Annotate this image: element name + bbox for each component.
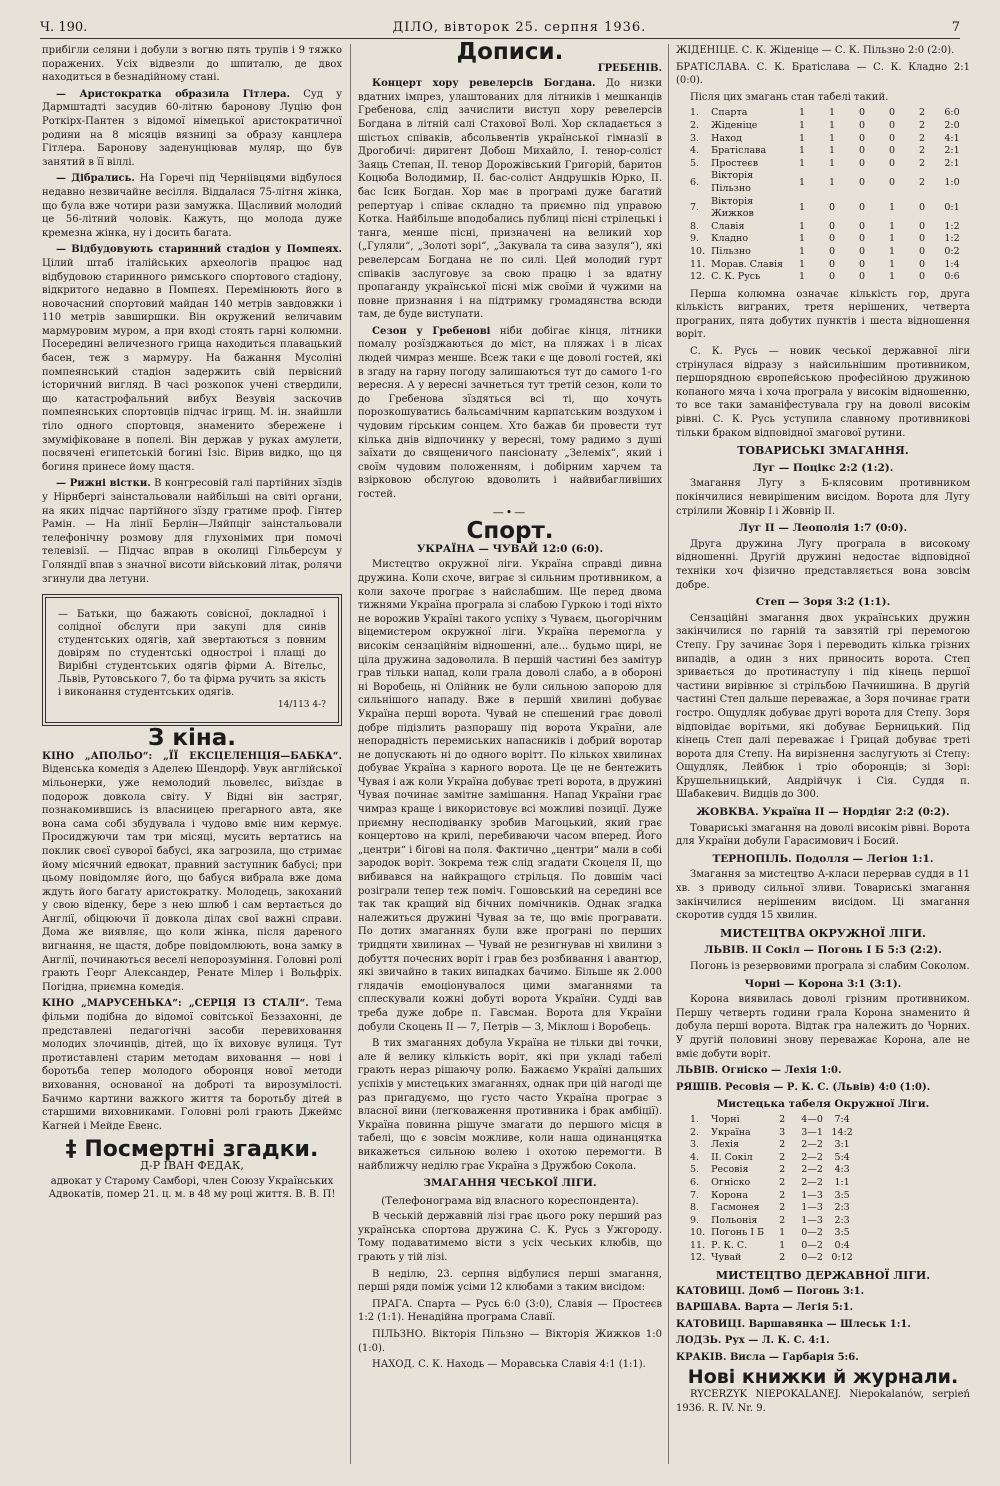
book-entry: RYCERZYK NIEPOKALANEJ. Niepokalanów, serpień 1936. R. IV. Nr. 9. xyxy=(676,1389,970,1414)
table-cell: 2. xyxy=(690,1126,700,1138)
column-rule xyxy=(350,44,351,1464)
table-cell: 2:3 xyxy=(834,1214,850,1226)
table-cell: 1:0 xyxy=(944,176,960,188)
table-cell: 6. xyxy=(690,1176,700,1188)
table-row xyxy=(690,107,970,120)
table-cell: 12. xyxy=(690,271,706,283)
table-cell: 1—3 xyxy=(801,1214,823,1226)
table-cell: 0—2 xyxy=(801,1252,823,1264)
article-paragraph: Змагання за мистецтво А-класи перервав суддя в 11 хв. з приводу сильної зливи. Товариські змагання закінчилися нерішеним висідом. Ці змагання скоротив суддя 15 хвилин. xyxy=(676,869,970,922)
result-line: ПІЛЬЗНО. Вікторія Пільзно — Вікторія Жижков 1:0 (1:0). xyxy=(358,1329,662,1354)
table-cell: 0 xyxy=(828,233,836,245)
news-item: — Рижні вістки. В конгресовій галі партійних зїздів у Нірнбергі заінстальовали найбільші на світі органи, на яких підчас партійного зїзду гратиме проф. Гінтер Рамін. — На лінії Берлін—Ляйпціг заінстальовали телефонічну розмову для глухонімих при помочі телевізії. — Підчас вправ в околиці Гільберсум у Голяндії впав з значної висоти військовий літак, ролячи згинули два летуни. xyxy=(42,478,342,585)
table-cell: 1 xyxy=(828,176,836,188)
table-cell: Чувай xyxy=(711,1252,742,1264)
table-cell: 3:5 xyxy=(834,1189,850,1201)
news-item: — Відбудовують старинний стадіон у Помпеях. Цілий штаб італійських археологів працює над відбудовою старинного римського спортового стадіону, відкритого недавно в Помпеях. Перемінюють його в новочасний спортовий майдан 140 метрів завдовжки і 110 метрів завширшки. Він окружений величавим мармуровим муром, а при вході стоять гарні колюмни. Посередині величезного грища находиться плавацький басен, теж з мармуру. На бажання Мусоліні помпеянський стадіон задержить свій первісний історичний вигляд. В часі розкопок учені ствердили, що катастрофальний вибух Везувія заскочив помпеянських спортовців підчас ігрищ. М. ін. знайшли тіло одного спортовця, знаменито збережене і змуміфіковане в попелі. Він держав у руках амулети, посвячені египетській богині Ізіс. Вірив видко, що ця богиня принесе йому щастя. xyxy=(42,244,342,473)
section-divider: —•— xyxy=(492,505,528,519)
table-cell: 1 xyxy=(828,157,836,169)
table-cell: 0 xyxy=(858,132,866,144)
article-paragraph: Змагання Лугу з Б-клясовим противником покінчилися невирішеним висідом. Ворота для Лугу стрілили Жовнір І і Жовнір ІІ. xyxy=(676,478,970,517)
table-cell: 3—1 xyxy=(801,1126,823,1138)
result-line: ЖІДЕНІЦЕ. С. К. Жіденіце — С. К. Пільзно 2:0 (2:0). xyxy=(676,45,955,56)
table-cell: 2:0 xyxy=(944,119,960,131)
table-cell: 2 xyxy=(918,119,926,131)
table-cell: 0:12 xyxy=(831,1252,853,1264)
table-cell: 8. xyxy=(690,1202,700,1214)
table-cell: 0 xyxy=(918,245,926,257)
table-cell: 2 xyxy=(779,1202,786,1214)
table-cell: 0 xyxy=(858,245,866,257)
table-row xyxy=(690,170,970,195)
result-line: ПРАГА. Спарта — Русь 6:0 (3:0), Славія — Простеєв 1:2 (1:1). Ненадійна програма Славії. xyxy=(358,1298,662,1324)
match-headline: Чорні — Корона 3:1 (3:1). xyxy=(744,977,902,990)
article-paragraph: Сензаційні змагання двох українських дружин закінчилися по гарній та завзятій грі перемогою Степу. Гру зачинає Зоря і переводить кілька грізних випадів, а один з них приносить ворота. Степ зривається до протинаступу і під кінець першої частини вирівнює зі стрільбою Пачнишина. В другій частині Степ дальше переважає, а Зоря починає грати гостро. Ощудляк добуває другі ворота для Степу. Зоря відповідає ворітьми, які добуває Берницький. Під кінець Степ далі переважає і Грицай добуває треті ворота для Степу. На вирізнення заслугують зі Степу: Ощудляк, Лейбюк і тріо оборонців; зі Зорі: Крушельницький, Андрійчук і Сія. Суддя п. Шабакевич. Видців до 300. xyxy=(676,612,970,801)
table-cell: 0 xyxy=(888,119,896,131)
table-cell: 2 xyxy=(779,1252,786,1264)
czech-league-headline: ЗМАГАННЯ ЧЕСЬКОЇ ЛІГИ. xyxy=(423,1177,597,1190)
article-paragraph: В тих змаганнях добула Україна не тільки дві точки, але й велику кількість воріт, які при укладі табелі грають нераз рішаючу ролю. Бажаємо Україні дальших успіхів у мистецьких змаганнях, однак при цій нагоді ще раз пригадуємо, що густо часто Україна програє з власної вини (легковаження противника і брак амбіції). Україна повинна рішуче змагати до першого місця в табелі, що є зовсім можливе, коли наша одинанцятка викажеться сильною волею і охотою перемогти. В найближчу неділю грає Україна з Дружбою Сокола. xyxy=(358,1038,662,1172)
table-cell: Лехія xyxy=(711,1139,740,1151)
table-cell: 2 xyxy=(779,1164,786,1176)
page-header xyxy=(40,16,960,39)
table-cell: 1 xyxy=(798,271,806,283)
table-cell: Пільзно xyxy=(711,245,751,257)
table-cell: 0 xyxy=(828,258,836,270)
match-headline: ЖОВКВА. Україна ІІ — Нордіяг 2:2 (0:2). xyxy=(696,806,950,819)
table-row xyxy=(690,1164,860,1177)
table-cell: 1. xyxy=(690,1113,700,1125)
article-paragraph: Сезон у Гребенові ніби добігає кінця, літники помалу розїзджаються до міст, на пляжах і в лісах людей чимраз менше. Всеж таки є ще доволі гостей, які в згаду на гарну погоду залишаються тут до самого 1-го вересня. А у вересні зачнеться тут третій сезон, коли то до Гребенова зїздяться всі ті, що хочуть порозкошуватись бальсамічним карпатським воздухом і чудовим гірським сонцем. Хто бажав би провести тут кілька днів відпочинку у вересні, тому радимо з душі заїхати до священичого пансіонату „Зелеміх“, який і своїм чудовим положенням, і добірним харчем та взірковою обслугою вдоволить і найвибагливіших гостей. xyxy=(358,325,662,500)
result-line: КАТОВИЦІ. Варшавянка — Шлеськ 1:1. xyxy=(676,1318,911,1330)
sport-section-title: Спорт. xyxy=(466,518,554,545)
table-cell: 0—2 xyxy=(801,1239,823,1251)
table-cell: 1. xyxy=(690,107,700,119)
table-cell: 3 xyxy=(779,1126,786,1138)
correspondence-title: Дописи. xyxy=(456,39,564,65)
table-cell: 0 xyxy=(918,201,926,213)
table-cell: 0—2 xyxy=(801,1227,823,1239)
article-paragraph: Концерт хору ревелерсів Богдана. До низки вдатних імпрез, улаштованих для літників і мешканців Гребенова, слід зачислити виступ хору ревелерсів Богдана в літній салі Стахової Волі. Хор складається з шістьох співаків, абсольвентів української гімназії в Дрогобичі: диригент Добош Михайло, І. тенор-соліст Заяць Степан, ІІ. тенор Дорожівський Григорій, баритон Коцюба Володимир, ІІ. бас-соліст Андрушків Юрко, ІІ. бас Ісик Богдан. Хор має в програмі дуже багатий репертуар і співає складно та приємно під управою Котка. Найбільше вподобались публиці пісні стрілецькі і танга, менше пісні, призначені на великий хор („Гуляли“, „Золоті зорі“, „Закувала та сива зазуля“), які ревелерсам Богдана не по силі. Цей молодий гурт співаків заслуговує за свою працю і за вдатну пропаганду української пісні між своїми й чужими на повне признання і на підтримку громадянства всюди там, де буде виступати. xyxy=(358,78,663,321)
table-cell: 0 xyxy=(918,233,926,245)
czech-league-table xyxy=(690,107,970,283)
result-line: БРАТІСЛАВА. С. К. Братіслава — С. К. Кладно 2:1 (0:0). xyxy=(676,61,970,87)
table-cell: 1 xyxy=(798,157,806,169)
table-cell: 2 xyxy=(779,1189,786,1201)
table-cell: 1 xyxy=(888,258,896,270)
result-line: ВАРШАВА. Варта — Легія 5:1. xyxy=(676,1302,854,1314)
article-paragraph: Погонь із резервовими програла зі слабим Соколом. xyxy=(690,961,970,972)
czech-league-subhead: (Телефонограма від власного кореспондента). xyxy=(381,1194,639,1207)
table-cell: 1 xyxy=(828,119,836,131)
result-line: КАТОВИЦІ. Домб — Погонь 3:1. xyxy=(676,1285,865,1297)
match-headline: УКРАЇНА — ЧУВАЙ 12:0 (6:0). xyxy=(416,542,604,555)
table-cell: 0 xyxy=(858,176,866,188)
table-row xyxy=(690,1202,860,1215)
friendly-matches-headline: ТОВАРИСЬКІ ЗМАГАННЯ. xyxy=(737,444,909,458)
table-cell: 0 xyxy=(888,132,896,144)
result-line: РЯШІВ. Ресовія — Р. К. С. (Львів) 4:0 (1:0). xyxy=(676,1081,931,1093)
table-cell: Ресовія xyxy=(711,1164,749,1176)
table-cell: 2 xyxy=(779,1113,786,1125)
table-cell: 1 xyxy=(798,119,806,131)
match-headline: ТЕРНОПІЛЬ. Подолля — Легіон 1:1. xyxy=(712,852,934,865)
news-headline: — Аристократка образила Гітлера. xyxy=(56,88,291,100)
table-cell: 2 xyxy=(918,132,926,144)
table-cell: 1 xyxy=(888,271,896,283)
table-row xyxy=(690,1114,860,1127)
table-cell: 0:4 xyxy=(834,1239,850,1251)
table-cell: 2 xyxy=(918,145,926,157)
table-cell: 0 xyxy=(858,271,866,283)
table-cell: 0 xyxy=(858,220,866,232)
cinema-item: КІНО „МАРУСЕНЬКА“: „СЕРЦЯ ІЗ СТАЛІ“. Тема фільми подібна до відомої совітської Беззахонні, де представлені педагогічні засоби перевиховання молодих злочинців, дітей, що їх виховує вулиця. Тут протиставлені старим методам виховання — нові і боротьба тепер молодого оборонця нової методи виховання, основаної на доброті та вирозумілості. Бачимо картини важкого життя та боротьбу дітей в старшими виховниками. Головні ролі грають Джеймс Кагней і Мейде Евенс. xyxy=(42,998,342,1132)
table-cell: 1 xyxy=(798,258,806,270)
table-cell: 2 xyxy=(779,1151,786,1163)
table-cell: 11. xyxy=(690,1239,706,1251)
table-cell: 0 xyxy=(828,220,836,232)
table-cell: 3:5 xyxy=(834,1227,850,1239)
table-cell: 1 xyxy=(888,201,896,213)
table-cell: 1 xyxy=(798,245,806,257)
match-headline: ЛЬВІВ. ІІ Сокіл — Погонь І Б 5:3 (2:2). xyxy=(704,944,942,957)
table-cell: 2:1 xyxy=(944,157,960,169)
district-league-headline: МИСТЕЦТВА ОКРУЖНОЇ ЛІГИ. xyxy=(720,926,926,940)
table-cell: 0 xyxy=(918,220,926,232)
table-cell: 1 xyxy=(779,1227,786,1239)
advertisement-box xyxy=(42,594,342,726)
article-paragraph: Перша колюмна означає кількість гор, друга кількість виграних, третя нерішених, четверта програних, пята добутих пунктів і шеста відношення воріт. xyxy=(676,288,970,341)
table-cell: 0 xyxy=(888,176,896,188)
table-cell: 7. xyxy=(690,1189,700,1201)
cinema-item: КІНО „АПОЛЬО“: „ЇЇ ЕКСЦЕЛЕНЦІЯ—БАБКА“. Віденська комедія з Аделею Шендорф. Увук англійської мільонерки, уже немолодий льовелєс, виїздає в подорож довкола світу. У Відні він застряг, познакомившись із власницею прегарного авта, яке вона сама собі збудувала і чудово вміє ним кермує. Просиджуючи там три місяці, мусить вертатись на поклик своєї суворої бабусі, яка загрозила, що стримає йому місячний едвокат, правний заступник бабусі; при цьому повідомляє його, що бабуся вибрала вже дома ждуть його багату аристократку. Молодець, закоханий у свою віденку, бере з нею шлюб і сам вертається до Англії, обіцюючи її довкола ділах свої важні справи. Дома же виявляє, що коли жінка, після дареного вигнання, не щастя, добре повідомлюють, вона замку в Англії, починаються веселі непорозуміння. Головні ролі грають Георг Александер, Ренате Мілер і Вольфріх. Погідна, приємна комедія. xyxy=(42,750,342,993)
table-cell: Польонія xyxy=(711,1214,758,1226)
table-cell: Славія xyxy=(711,220,745,232)
table-cell: 0:6 xyxy=(944,271,960,283)
table-cell: Морав. Славія xyxy=(711,258,784,270)
table-cell: 1 xyxy=(828,145,836,157)
table-row xyxy=(690,1252,860,1265)
table-cell: Чорні xyxy=(711,1113,740,1125)
table-cell: 10. xyxy=(690,1227,706,1239)
table-cell: Огніско xyxy=(711,1176,751,1188)
issue-number: Ч. 190. xyxy=(40,19,88,35)
table-cell: 1 xyxy=(779,1239,786,1251)
table-row xyxy=(690,158,970,171)
match-headline: Луг ІІ — Леополія 1:7 (0:0). xyxy=(738,522,908,535)
article-paragraph: Корона виявилась доволі грізним противником. Першу четверть години грала Корона знаменито й добула перші ворота. Відтак гра належить до Чорних. У другій половині знову переважає Корона, але не вміє добути воріт. xyxy=(676,994,970,1060)
table-row xyxy=(690,246,970,259)
article-paragraph: Товариські змагання на доволі високім рівні. Ворота для України добули Гарасимович і Босий. xyxy=(676,822,970,848)
table-cell: 10. xyxy=(690,245,706,257)
table-cell: 1 xyxy=(798,145,806,157)
table-cell: Спарта xyxy=(711,107,748,119)
table-cell: 2 xyxy=(918,176,926,188)
district-league-table xyxy=(690,1114,860,1265)
table-cell: 4—0 xyxy=(801,1113,823,1125)
table-cell: 1 xyxy=(798,176,806,188)
table-cell: 2:3 xyxy=(834,1202,850,1214)
article-paragraph: В чеській державній лізі грає цього року перший раз українська спортова дружина С. К. Русь з Ужгороду. Тому подаватимемо вісти з усіх чеських клюбів, що грають у тій лізі. xyxy=(358,1211,662,1264)
table-cell: 2:1 xyxy=(944,145,960,157)
advertisement-ref: 14/113 4-? xyxy=(277,700,326,711)
column-middle xyxy=(358,39,663,1375)
table-cell: 1:4 xyxy=(944,258,960,270)
table-cell: Україна xyxy=(711,1126,751,1138)
table-cell: 5. xyxy=(690,157,700,169)
table-cell: 3:1 xyxy=(834,1139,850,1151)
table-cell: 2 xyxy=(779,1139,786,1151)
table-row xyxy=(690,233,970,246)
column-right xyxy=(676,44,970,1418)
table-cell: 1 xyxy=(888,220,896,232)
table-cell: 1 xyxy=(798,132,806,144)
result-line: НАХОД. С. К. Находь — Моравська Славія 4:1 (1:1). xyxy=(372,1359,646,1371)
table-cell: 1 xyxy=(798,233,806,245)
table-row xyxy=(690,1152,860,1165)
news-paragraph: прибігли селяни і добули з вогню пять трупів і 9 тяжко поражених. Усіх відвезли до шпиталю, де двох находиться в безнадійному стані. xyxy=(42,45,342,84)
table-cell: Кладно xyxy=(711,233,749,245)
table-row xyxy=(690,221,970,234)
table-cell: 4:1 xyxy=(944,132,960,144)
table-cell: 1 xyxy=(888,233,896,245)
table-cell: 2 xyxy=(779,1176,786,1188)
table-cell: 11. xyxy=(690,258,706,270)
table-cell: Наход xyxy=(711,132,742,144)
table-cell: 12. xyxy=(690,1252,706,1264)
table-cell: 0 xyxy=(828,245,836,257)
match-headline: Луг — Поцікс 2:2 (1:2). xyxy=(752,461,894,474)
table-cell: 0 xyxy=(888,157,896,169)
table-row xyxy=(690,1177,860,1190)
news-item: — Дібрались. На Горечі під Черніівцями відбулося недавно незвичайне весілля. Віддалася 75-літня жінка, що була вже чотири рази замужка. Щасливий молодий це 56-літний чоловік. Кажуть, що молода дуже кремезна жінка, ну і досить багата. xyxy=(42,173,342,239)
article-paragraph: Мистецтво окружної ліги. Україна справді дивна дружина. Коли схоче, виграє зі сильним противником, а коли захоче програє з найслабшим. Ще перед двома тижнями Україна програла зі слабою Гуркою і тоді ніхто не ворожив Україні такого успіху з Чуваєм, цьогорічним віцемистером окружної ліги. Україна перемогла у високім сензаційнім відношенні, але... будьмо щирі, не ціла дружина задоволила. В першій частині без замітур грав тільки напад, коли грала доволі слабо, а в обороні ні Воробець, ні Олійник не були сильною запорою для сильнішого нападу. Вже в першій хвилині добуває Україна перші ворота. Чувай не спешений грає доволі добре підізлить разпорашу під ворота України, але непорадність перемиських напасників і добрий воротар не допускають ні до одного ворітт. По кількох хвилинах добуває Україна з карного ворота. Це це не бентежить Чувая і аж коли Україна добуває треті ворота, в дружині Чувая починає замітне замішання. Напад України грає чимраз краще і використовує всі можливі позиції. Дуже приємну несподіванку зробив Магоцький, який грає концертово на крилі, перебиваючи часом вперед. Його „центри“ і бігові на поля. Фактично „центри“ мали в собі зародок воріт. Зокрема теж слід згадати Скоцеля ІІ, що вибивався на найкращого стрільця. По довшім часі розіграли тепер теж поміч. Гошовський на середині все так так кращий від бічних помічників. Однак згадка належиться дружині Чувая за те, що вміє програвати. По дотих змаганнях були вже програні по перших тридцяти хвилинах — Чувай не резигнував ні хвилини з добуття почесних воріт і грав без розбивання і авантюр, які звичайно в таких випадках бачимо. Більше як 2.000 глядачів емоціонувалося цими змаганнями та сплескували кожні добуті ворота України. Судді вав треба дуже добре п. Гавсман. Ворота для України добули Скоцень ІІ — 7, Петрів — 3, Міклош і Воробець. xyxy=(358,559,662,1033)
table-intro: Після цих змагань стан табелі такий. xyxy=(690,91,889,103)
obituary-name: Д-Р ІВАН ФЕДАК, xyxy=(140,1158,244,1172)
table-cell: 0:1 xyxy=(944,201,960,213)
obituary-text: адвокат у Старому Самборі, член Союзу Українських Адвокатів, помер 21. ц. м. в 48 му році життя. В. В. П! xyxy=(48,1175,336,1201)
article-paragraph: Друга дружина Лугу програла в високому відношенні. Другій дружині недостає відповідної техніки хоч фізично представляється вона зовсім добре. xyxy=(676,538,970,591)
table-row xyxy=(690,120,970,133)
table-cell: Простеєв xyxy=(711,157,759,169)
table-cell: ІІ. Сокіл xyxy=(711,1151,753,1163)
article-paragraph: С. К. Русь — новик чеської державної ліги стрінулася відразу з найсильнішим противником, першорядною європейською професійною дружиною копаного мяча і хоча програла у високім відношенню, то все таки заманіфестувала гру на доволі високім рівні. С. К. Русь уступила славному противникові тільки браком відповідної змагової рутини. xyxy=(676,346,970,439)
table-cell: 1 xyxy=(798,220,806,232)
table-cell: 1—3 xyxy=(801,1189,823,1201)
table-cell: 0 xyxy=(858,119,866,131)
news-headline: — Рижні вістки. xyxy=(56,478,151,490)
masthead-date: ДІЛО, вівторок 25. серпня 1936. xyxy=(392,19,647,35)
table-cell: 1:2 xyxy=(944,220,960,232)
table-cell: Вікторія Жижков xyxy=(711,195,754,220)
table-cell: 4. xyxy=(690,1151,700,1163)
match-headline: Степ — Зоря 3:2 (1:1). xyxy=(755,596,891,609)
table-cell: 1 xyxy=(888,245,896,257)
table-cell: 0 xyxy=(858,107,866,119)
table-cell: 2. xyxy=(690,119,700,131)
table-cell: Погонь І Б xyxy=(711,1227,765,1239)
table-cell: 1:2 xyxy=(944,233,960,245)
table-cell: 1 xyxy=(798,107,806,119)
table-cell: 0 xyxy=(828,271,836,283)
column-left xyxy=(42,44,342,1205)
table-row xyxy=(690,1227,860,1240)
table-cell: 0 xyxy=(888,145,896,157)
table-cell: Братіслава xyxy=(711,145,767,157)
dateline: ГРЕБЕНІВ. xyxy=(597,62,662,74)
result-line: КРАКІВ. Висла — Гарбарія 5:6. xyxy=(676,1352,859,1364)
table-cell: 1 xyxy=(828,132,836,144)
table-cell: Гасмонея xyxy=(711,1202,760,1214)
table-cell: 7:4 xyxy=(834,1113,850,1125)
cinema-section-title: З кіна. xyxy=(148,725,236,752)
column-rule xyxy=(668,44,669,1464)
table-cell: 0:2 xyxy=(944,245,960,257)
table-row xyxy=(690,133,970,146)
table-cell: 6:0 xyxy=(944,107,960,119)
table-cell: 0 xyxy=(918,258,926,270)
advertisement-text: — Батьки, що бажають совісної, докладної і солідної обслуги при закупі для синів студентських одягів, хай звертаються з повним довірям по студентські одностроі і плащі до Вирібні студентських одягів фірми А. Вітельс, Львів, Рутовського 7, бо та фірма ручить за якість і виконання студентських одягів. xyxy=(58,609,326,699)
district-table-headline: Мистецька табеля Окружної Ліги. xyxy=(716,1098,930,1111)
obituary-title: ‡ Посмертні згадки. xyxy=(65,1137,319,1163)
table-cell: 1 xyxy=(828,107,836,119)
page-number: 7 xyxy=(951,19,960,35)
news-headline: — Дібрались. xyxy=(56,173,135,185)
table-row xyxy=(690,1240,860,1253)
table-cell: 0 xyxy=(858,157,866,169)
table-row xyxy=(690,271,970,284)
cross-icon: ‡ xyxy=(65,1137,85,1163)
table-cell: Жіденіце xyxy=(711,119,758,131)
news-headline: — Відбудовують старинний стадіон у Помпеях. xyxy=(56,244,342,256)
table-cell: 2—2 xyxy=(801,1139,823,1151)
table-row xyxy=(690,1127,860,1140)
new-books-title: Нові книжки й журнали. xyxy=(687,1365,959,1388)
table-cell: 4. xyxy=(690,145,700,157)
table-cell: Вікторія Пільзно xyxy=(711,170,754,194)
result-line: ЛЬВІВ. Огніско — Лехія 1:0. xyxy=(676,1065,842,1077)
table-cell: 0 xyxy=(888,107,896,119)
table-cell: 2 xyxy=(918,157,926,169)
table-row xyxy=(690,1190,860,1203)
table-cell: 0 xyxy=(918,271,926,283)
table-cell: 14:2 xyxy=(831,1126,853,1138)
table-cell: 4:3 xyxy=(834,1164,850,1176)
table-cell: С. К. Русь xyxy=(711,271,761,283)
table-row xyxy=(690,1139,860,1152)
table-cell: 0 xyxy=(858,145,866,157)
table-cell: 5:4 xyxy=(834,1151,850,1163)
table-cell: 8. xyxy=(690,220,700,232)
table-cell: 2 xyxy=(779,1214,786,1226)
news-item: — Аристократка образила Гітлера. Суд у Дармштадті засудив 60-літню баронову Луцію фон Роткірх-Пантен з відомої німецької аристократичної родини на 8 місяців вязниці за образу канцлера Гітлера. Баронову заденунціював муляр, що був занятий в її віллі. xyxy=(42,88,342,168)
table-cell: 2—2 xyxy=(801,1151,823,1163)
table-cell: 3. xyxy=(690,132,700,144)
result-line: ЛОДЗЬ. Рух — Л. К. С. 4:1. xyxy=(676,1335,830,1347)
table-cell: 2 xyxy=(918,107,926,119)
state-league-headline: МИСТЕЦТВО ДЕРЖАВНОЇ ЛІГИ. xyxy=(715,1269,931,1283)
table-cell: 0 xyxy=(858,201,866,213)
table-row xyxy=(690,259,970,272)
table-cell: 6. xyxy=(690,176,700,188)
table-cell: 0 xyxy=(858,233,866,245)
article-paragraph: В неділю, 23. серпня відбулися перші змагання, перші ряди поміж усіми 12 клюбами з таким висідом: xyxy=(358,1268,662,1294)
table-cell: 1—3 xyxy=(801,1202,823,1214)
table-cell: 7. xyxy=(690,201,700,213)
table-cell: 9. xyxy=(690,233,700,245)
table-cell: 0 xyxy=(858,258,866,270)
table-cell: 2—2 xyxy=(801,1164,823,1176)
table-cell: 2—2 xyxy=(801,1176,823,1188)
table-row xyxy=(690,196,970,221)
table-cell: 1 xyxy=(798,201,806,213)
table-cell: 9. xyxy=(690,1214,700,1226)
table-cell: 5. xyxy=(690,1164,700,1176)
table-cell: Р. К. С. xyxy=(711,1239,748,1251)
table-row xyxy=(690,1215,860,1228)
table-cell: 0 xyxy=(828,201,836,213)
table-cell: 3. xyxy=(690,1139,700,1151)
table-cell: Корона xyxy=(711,1189,748,1201)
table-cell: 1:1 xyxy=(834,1176,850,1188)
table-row xyxy=(690,145,970,158)
